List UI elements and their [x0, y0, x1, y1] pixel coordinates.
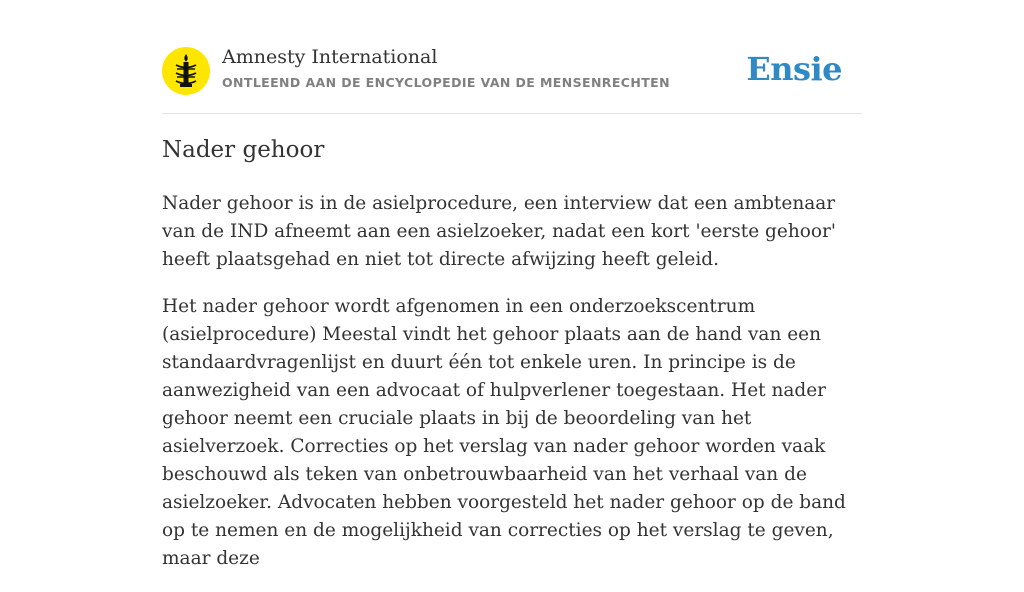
amnesty-candle-icon[interactable]: [162, 47, 210, 95]
brand-logo-link[interactable]: Ensie: [746, 50, 842, 88]
source-name[interactable]: Amnesty International: [222, 46, 438, 68]
paragraph: Nader gehoor is in de asielprocedure, een interview dat een ambtenaar van de IND afneemt aan een asielzoeker, nadat een kort 'eerste gehoor' heeft plaatsgehad en niet tot directe afwijzing heeft geleid.: [162, 193, 836, 270]
header: [162, 0, 862, 114]
article-body: [162, 190, 862, 592]
page-title: Nader gehoor: [162, 137, 325, 163]
source-subtitle: ONTLEEND AAN DE ENCYCLOPEDIE VAN DE MENSENRECHTEN: [222, 75, 670, 90]
content-container: [162, 0, 862, 569]
paragraph: Het nader gehoor wordt afgenomen in een onderzoekscentrum (asielprocedure) Meestal vindt het gehoor plaats aan de hand van een standaardvragenlijst en duurt één tot enkele uren. In principe is de aanwezigheid van een advocaat of hulpverlener toegestaan. Het nader gehoor neemt een cruciale plaats in bij de beoordeling van het asielverzoek. Correcties op het verslag van nader gehoor worden vaak beschouwd als teken van onbetrouwbaarheid van het verhaal van de asielzoeker. Advocaten hebben voorgesteld het nader gehoor op de band op te nemen en de mogelijkheid van correcties op het verslag te geven, maar deze: [162, 296, 846, 569]
